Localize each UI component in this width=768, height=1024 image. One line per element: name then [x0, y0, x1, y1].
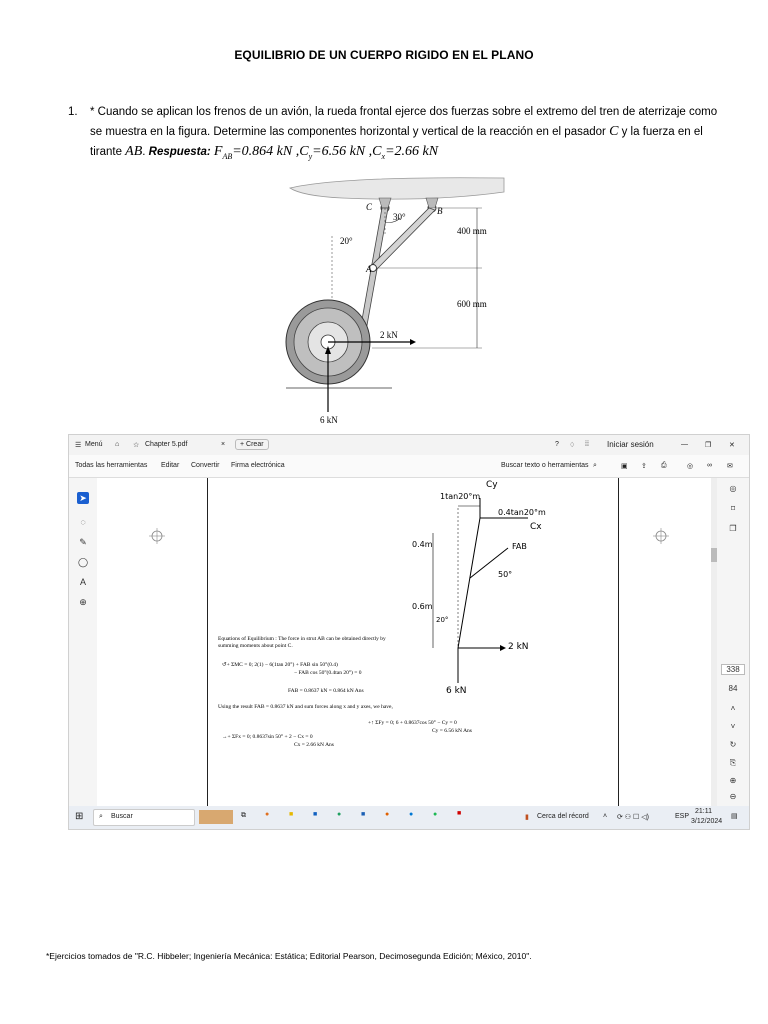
menu-icon[interactable]: ☰	[75, 442, 82, 449]
page-total: 84	[728, 684, 738, 693]
eq-2-intro: Using the result FAB = 0.8637 kN and sum forces along x and y axes, we have,	[218, 704, 393, 710]
ai-icon[interactable]: ◎	[687, 463, 694, 470]
windows-start-icon[interactable]: ⊞	[75, 811, 84, 822]
eq-3b: Cy = 6.56 kN Ans	[432, 728, 472, 734]
ai-assistant-icon[interactable]: ◎	[729, 484, 737, 493]
create-button[interactable]: + Crear	[235, 439, 269, 450]
hw-cy: Cy	[486, 480, 498, 490]
fig-force-v: 6 kN	[320, 415, 338, 425]
close-window-icon[interactable]: ✕	[729, 442, 735, 449]
landing-gear-figure	[282, 172, 508, 426]
answer-label: Respuesta:	[148, 146, 211, 158]
taskbar-date[interactable]: 3/12/2024	[691, 818, 723, 825]
search-tools-input[interactable]: Buscar texto o herramientas	[501, 462, 589, 469]
taskbar-search-input[interactable]: Buscar	[111, 813, 133, 820]
rotate-icon[interactable]: ↻	[729, 740, 737, 749]
apps-icon[interactable]: ⁞⁞	[585, 441, 589, 448]
title-bar	[69, 435, 749, 455]
tools-bar	[69, 455, 749, 478]
hw-50: 50°	[498, 570, 513, 579]
menu-label[interactable]: Menú	[85, 441, 103, 448]
tool-convert[interactable]: Convertir	[191, 462, 220, 469]
pdf-page	[207, 478, 619, 806]
eq-1b: − FAB cos 50°(0.4tan 20°) = 0	[294, 670, 362, 676]
pages-icon[interactable]: ❐	[729, 524, 737, 533]
problem-statement	[68, 103, 728, 166]
fig-angle-30: 30°	[393, 212, 406, 222]
weather-text[interactable]: Cerca del récord	[537, 813, 589, 820]
print-icon[interactable]: ⎙	[661, 462, 667, 469]
comment-tool-icon[interactable]: ◌	[80, 517, 86, 527]
footnote: *Ejercicios tomados de "R.C. Hibbeler; Ingeniería Mecánica: Estática; Editorial Pearson, Decimosegunda Edición; México, 2010".	[46, 951, 532, 961]
hw-1tan20: 1tan20°m	[440, 492, 481, 501]
windows-taskbar	[69, 806, 749, 829]
fig-label-c: C	[366, 202, 373, 212]
crosshair-right-icon	[653, 528, 669, 544]
document-title: EQUILIBRIO DE UN CUERPO RIGIDO EN EL PLANO	[234, 48, 534, 62]
eq-1: ↺+ ΣMC = 0; 2(1) − 6(1tan 20°) + FAB sin 50°(0.4)	[222, 662, 338, 668]
store-icon[interactable]: ■	[313, 811, 318, 818]
tool-all-tools[interactable]: Todas las herramientas	[75, 462, 148, 469]
problem-text-part-2: y la fuerza en el tirante	[90, 126, 703, 158]
minimize-icon[interactable]: —	[681, 441, 688, 448]
eq-4b: Cx = 2.66 kN Ans	[294, 742, 334, 748]
lasso-tool-icon[interactable]: ◯	[77, 557, 89, 567]
save-icon[interactable]: ▣	[621, 463, 628, 470]
taskbar-search-box[interactable]	[93, 809, 195, 826]
crosshair-left-icon	[149, 528, 165, 544]
eq-3: +↑ ΣFy = 0; 6 + 0.8637cos 50° − Cy = 0	[368, 720, 457, 726]
select-tool-icon[interactable]: ➤	[77, 492, 89, 504]
language-indicator[interactable]: ESP	[675, 813, 690, 820]
force-2kn-head	[410, 339, 416, 345]
fig-dim-400: 400 mm	[457, 226, 487, 236]
problem-number: 1.	[68, 106, 78, 118]
hw-2kn: 2 kN	[508, 642, 529, 652]
tool-esign[interactable]: Firma electrónica	[231, 462, 285, 469]
tray-icons[interactable]: ⟳ ⚇ ☐ ◁)	[617, 814, 649, 821]
hw-6kn: 6 kN	[446, 686, 467, 696]
left-tool-rail	[69, 478, 97, 806]
search-icon[interactable]: ⌕	[593, 462, 597, 469]
fig-dim-600: 600 mm	[457, 299, 487, 309]
help-icon[interactable]: ?	[555, 441, 559, 448]
hw-fab: FAB	[512, 542, 527, 551]
close-tab-icon[interactable]: ×	[221, 441, 226, 448]
tab-title[interactable]: Chapter 5.pdf	[145, 441, 188, 448]
chrome-icon[interactable]: ●	[337, 811, 342, 818]
fig-label-b: B	[437, 206, 443, 216]
taskbar-search-icon: ⌕	[99, 813, 103, 820]
fuselage	[290, 178, 504, 199]
bell-icon[interactable]: ♢	[569, 442, 576, 449]
firefox-icon[interactable]: ●	[385, 811, 390, 818]
app-icon-1[interactable]: ●	[265, 811, 270, 818]
text-tool-icon[interactable]: A	[79, 577, 86, 587]
eq-1c: FAB = 0.8637 kN = 0.864 kN Ans	[288, 688, 364, 694]
hw-20: 20°	[436, 616, 449, 624]
fig-label-a: A	[366, 264, 372, 274]
sign-in-button[interactable]: Iniciar sesión	[607, 440, 654, 449]
hw-cx: Cx	[530, 522, 542, 532]
home-icon[interactable]: ⌂	[115, 441, 120, 448]
problem-text: * Cuando se aplican los frenos de un avión, la rueda frontal ejerce dos fuerzas sobre el extremo del tren de aterrizaje como se muestra en la figura. Determine las componentes horizontal y vertical de la reacción en el pasador C y la fuerza en el tirante AB. Respuesta: $F_{AB}=0.864$ kN $,C_y=6.56$ kN $,C_x=2.66$ kN	[90, 106, 718, 161]
task-view-icon[interactable]: ⧉	[241, 812, 246, 819]
pen-tool-icon[interactable]: ✎	[79, 537, 87, 547]
eq-heading: Equations of Equilibrium : The force in strut AB can be obtained directly by summing moments about point C.	[218, 636, 386, 649]
create-label: Crear	[246, 441, 264, 448]
tool-edit[interactable]: Editar	[161, 462, 180, 469]
page-up-icon[interactable]: ˄	[730, 704, 736, 713]
problem-text-part-1: * Cuando se aplican los frenos de un avión, la rueda frontal ejerce dos fuerzas sobre el extremo del tren de aterrizaje como se muestra en la figura. Determine las componentes horizontal y vertical de la reacción en el pasador	[90, 106, 718, 138]
outlook-icon[interactable]: ■	[361, 811, 366, 818]
right-tool-rail	[717, 478, 749, 806]
weather-icon: ▮	[525, 814, 529, 821]
spotify-icon[interactable]: ●	[433, 811, 438, 818]
hw-04m: 0.4m	[412, 540, 433, 549]
fit-page-icon[interactable]: ⎘	[729, 758, 737, 767]
hw-04tan20: 0.4tan20°m	[498, 508, 546, 517]
mail-icon[interactable]: ✉	[727, 463, 733, 470]
pdf-viewer-screenshot	[68, 434, 750, 830]
notification-icon[interactable]: ▤	[731, 813, 738, 820]
acrobat-icon[interactable]: ■	[457, 810, 462, 817]
upload-icon[interactable]: ⇪	[641, 463, 647, 470]
fig-angle-20: 20°	[340, 236, 353, 246]
page-number-input[interactable]: 338	[721, 664, 745, 675]
pin-label: C	[609, 124, 619, 139]
fig-force-h: 2 kN	[380, 330, 398, 340]
zoom-in-icon[interactable]: ⊕	[729, 776, 737, 785]
restore-icon[interactable]: ❐	[705, 442, 712, 449]
hw-06m: 0.6m	[412, 602, 433, 611]
star-icon[interactable]: ☆	[133, 442, 140, 449]
bookmark-icon[interactable]: ⌑	[730, 504, 736, 513]
edge-icon[interactable]: ●	[409, 811, 414, 818]
document-viewer[interactable]	[97, 478, 717, 806]
strut-label: AB	[125, 144, 143, 159]
page-down-icon[interactable]: ˅	[730, 722, 736, 731]
tray-chevron-icon[interactable]: ˄	[603, 813, 608, 820]
taskbar-time[interactable]: 21:11	[695, 808, 712, 815]
link-icon[interactable]: ∞	[707, 462, 712, 469]
file-explorer-icon[interactable]: ■	[289, 811, 294, 818]
zoom-out-icon[interactable]: ⊖	[729, 792, 737, 801]
stamp-tool-icon[interactable]: ⊕	[79, 597, 87, 607]
taskbar-widget-image[interactable]	[199, 810, 233, 824]
eq-4: →+ ΣFx = 0; 0.8637sin 50° + 2 − Cx = 0	[222, 734, 313, 740]
answer-values: $F_{AB}=0.864$ kN $,C_y=6.56$ kN $,C_x=2.66$ kN	[213, 144, 439, 161]
